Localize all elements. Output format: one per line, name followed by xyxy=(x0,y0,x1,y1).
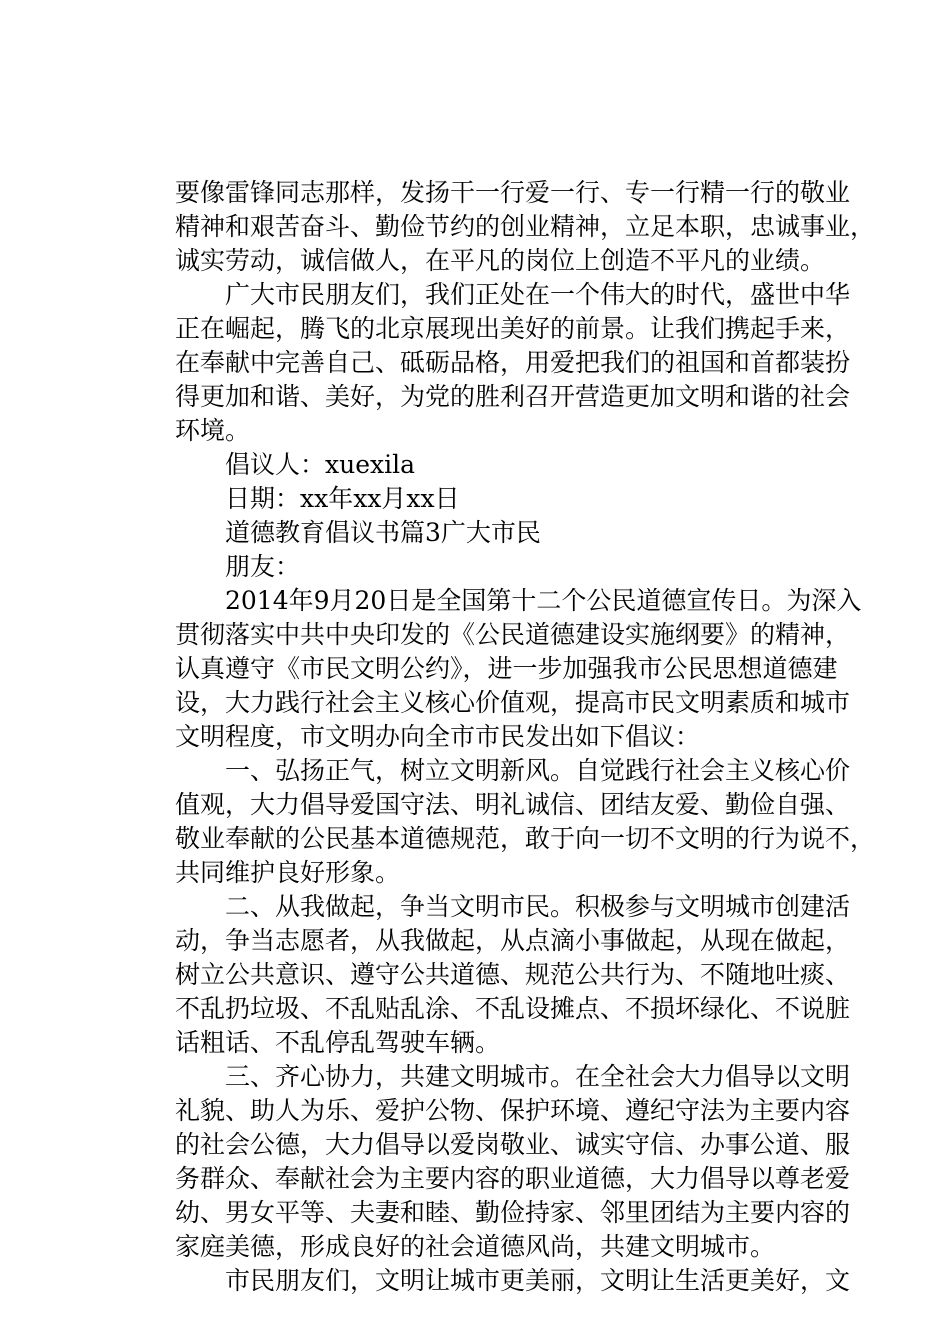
text-line: 精神和艰苦奋斗、勤俭节约的创业精神，立足本职，忠诚事业， xyxy=(175,212,876,241)
text-line: 2014年9月20日是全国第十二个公民道德宣传日。为深入 xyxy=(175,586,862,615)
signatory-line: 倡议人：xuexila xyxy=(175,450,415,479)
text-line: 树立公共意识、遵守公共道德、规范公共行为、不随地吐痰、 xyxy=(175,960,851,989)
text-line: 正在崛起，腾飞的北京展现出美好的前景。让我们携起手来， xyxy=(175,314,851,343)
text-line: 广大市民朋友们，我们正处在一个伟大的时代，盛世中华 xyxy=(175,280,851,309)
text-line: 三、齐心协力，共建文明城市。在全社会大力倡导以文明 xyxy=(175,1062,851,1091)
text-line: 礼貌、助人为乐、爱护公物、保护环境、遵纪守法为主要内容 xyxy=(175,1096,851,1125)
text-line: 的社会公德，大力倡导以爱岗敬业、诚实守信、办事公道、服 xyxy=(175,1130,851,1159)
text-line: 诚实劳动，诚信做人，在平凡的岗位上创造不平凡的业绩。 xyxy=(175,246,826,275)
text-line: 贯彻落实中共中央印发的《公民道德建设实施纲要》的精神， xyxy=(175,620,851,649)
text-line: 二、从我做起，争当文明市民。积极参与文明城市创建活 xyxy=(175,892,851,921)
text-line: 环境。 xyxy=(175,416,251,445)
text-line: 设，大力践行社会主义核心价值观，提高市民文明素质和城市 xyxy=(175,688,851,717)
text-line: 市民朋友们，文明让城市更美丽，文明让生活更美好，文 xyxy=(175,1266,851,1295)
section-heading: 道德教育倡议书篇3广大市民 xyxy=(175,518,541,547)
text-line: 务群众、奉献社会为主要内容的职业道德，大力倡导以尊老爱 xyxy=(175,1164,851,1193)
text-line: 值观，大力倡导爱国守法、明礼诚信、团结友爱、勤俭自强、 xyxy=(175,790,851,819)
text-line: 文明程度，市文明办向全市市民发出如下倡议： xyxy=(175,722,701,751)
text-line: 不乱扔垃圾、不乱贴乱涂、不乱设摊点、不损坏绿化、不说脏 xyxy=(175,994,851,1023)
salutation-line: 朋友： xyxy=(175,552,301,581)
text-line: 共同维护良好形象。 xyxy=(175,858,401,887)
text-line: 认真遵守《市民文明公约》，进一步加强我市公民思想道德建 xyxy=(175,654,838,683)
text-line: 话粗话、不乱停乱驾驶车辆。 xyxy=(175,1028,501,1057)
text-line: 要像雷锋同志那样，发扬干一行爱一行、专一行精一行的敬业 xyxy=(175,178,851,207)
text-line: 一、弘扬正气，树立文明新风。自觉践行社会主义核心价 xyxy=(175,756,851,785)
text-line: 在奉献中完善自己、砥砺品格，用爱把我们的祖国和首都装扮 xyxy=(175,348,851,377)
date-line: 日期：xx年xx月xx日 xyxy=(175,484,460,513)
text-line: 动，争当志愿者，从我做起，从点滴小事做起，从现在做起， xyxy=(175,926,851,955)
text-line: 敬业奉献的公民基本道德规范，敢于向一切不文明的行为说不， xyxy=(175,824,876,853)
text-line: 家庭美德，形成良好的社会道德风尚，共建文明城市。 xyxy=(175,1232,776,1261)
text-line: 幼、男女平等、夫妻和睦、勤俭持家、邻里团结为主要内容的 xyxy=(175,1198,851,1227)
text-line: 得更加和谐、美好，为党的胜利召开营造更加文明和谐的社会 xyxy=(175,382,851,411)
